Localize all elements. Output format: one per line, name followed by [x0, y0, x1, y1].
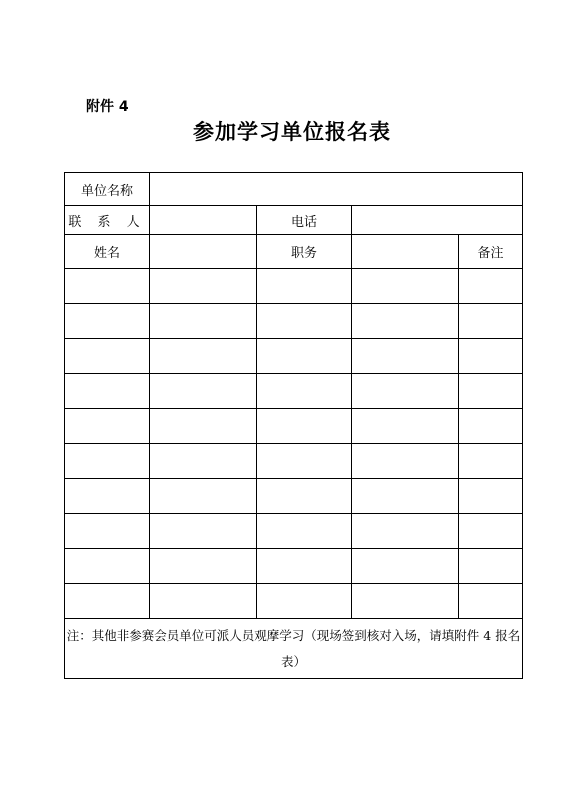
table-row	[65, 269, 523, 304]
table-cell[interactable]	[65, 339, 150, 374]
column-header-row	[65, 235, 523, 269]
table-row	[65, 584, 523, 619]
table-cell[interactable]	[459, 549, 523, 584]
table-row	[65, 409, 523, 444]
table-cell[interactable]	[65, 479, 150, 514]
table-cell[interactable]	[257, 269, 352, 304]
phone-label: 电话	[257, 206, 352, 235]
table-row	[65, 549, 523, 584]
table-cell[interactable]	[459, 444, 523, 479]
table-row	[65, 374, 523, 409]
table-cell[interactable]	[150, 304, 257, 339]
table-cell[interactable]	[257, 584, 352, 619]
table-cell[interactable]	[352, 374, 459, 409]
table-cell[interactable]	[459, 269, 523, 304]
table-cell[interactable]	[352, 269, 459, 304]
table-cell[interactable]	[65, 409, 150, 444]
table-cell[interactable]	[459, 479, 523, 514]
table-cell[interactable]	[257, 479, 352, 514]
table-row	[65, 444, 523, 479]
table-cell[interactable]	[352, 339, 459, 374]
table-cell[interactable]	[65, 269, 150, 304]
table-cell[interactable]	[65, 374, 150, 409]
unit-name-field[interactable]	[150, 173, 523, 206]
table-cell[interactable]	[459, 304, 523, 339]
table-cell[interactable]	[65, 584, 150, 619]
note-row	[65, 619, 523, 679]
unit-name-label: 单位名称	[65, 173, 150, 206]
table-cell[interactable]	[257, 409, 352, 444]
column-header-name: 姓名	[65, 235, 150, 269]
table-cell[interactable]	[150, 409, 257, 444]
table-cell[interactable]	[257, 304, 352, 339]
table-cell[interactable]	[150, 444, 257, 479]
table-row	[65, 514, 523, 549]
table-cell[interactable]	[352, 584, 459, 619]
table-cell[interactable]	[257, 339, 352, 374]
page-title: 参加学习单位报名表	[193, 120, 391, 144]
table-cell[interactable]	[150, 514, 257, 549]
table-cell[interactable]	[352, 549, 459, 584]
table-cell[interactable]	[150, 549, 257, 584]
table-cell[interactable]	[459, 339, 523, 374]
table-row	[65, 479, 523, 514]
contact-row	[65, 206, 523, 235]
registration-form-table	[64, 172, 523, 679]
table-cell[interactable]	[352, 479, 459, 514]
table-cell[interactable]	[65, 514, 150, 549]
table-cell[interactable]	[150, 339, 257, 374]
table-cell[interactable]	[65, 304, 150, 339]
table-cell[interactable]	[352, 444, 459, 479]
table-cell[interactable]	[257, 374, 352, 409]
table-cell[interactable]	[257, 549, 352, 584]
table-cell[interactable]	[65, 444, 150, 479]
table-cell[interactable]	[459, 374, 523, 409]
contact-field[interactable]	[150, 206, 257, 235]
table-cell[interactable]	[352, 304, 459, 339]
table-row	[65, 304, 523, 339]
table-cell[interactable]	[459, 584, 523, 619]
contact-label: 联 系 人	[65, 206, 150, 235]
table-cell[interactable]	[150, 269, 257, 304]
table-cell[interactable]	[352, 514, 459, 549]
note-text: 注：其他非参赛会员单位可派人员观摩学习（现场签到核对入场，请填附件 4 报名表）	[65, 619, 523, 679]
table-row	[65, 339, 523, 374]
column-header-remarks: 备注	[459, 235, 523, 269]
attachment-label: 附件 4	[86, 99, 129, 115]
table-cell[interactable]	[150, 584, 257, 619]
column-header-position: 职务	[257, 235, 352, 269]
table-cell[interactable]	[150, 374, 257, 409]
table-cell[interactable]	[459, 514, 523, 549]
table-cell[interactable]	[65, 549, 150, 584]
unit-name-row	[65, 173, 523, 206]
phone-field[interactable]	[352, 206, 523, 235]
table-cell[interactable]	[352, 409, 459, 444]
table-cell[interactable]	[257, 444, 352, 479]
table-cell[interactable]	[459, 409, 523, 444]
column-header-blank	[150, 235, 257, 269]
column-header-blank-2	[352, 235, 459, 269]
table-cell[interactable]	[257, 514, 352, 549]
table-cell[interactable]	[150, 479, 257, 514]
